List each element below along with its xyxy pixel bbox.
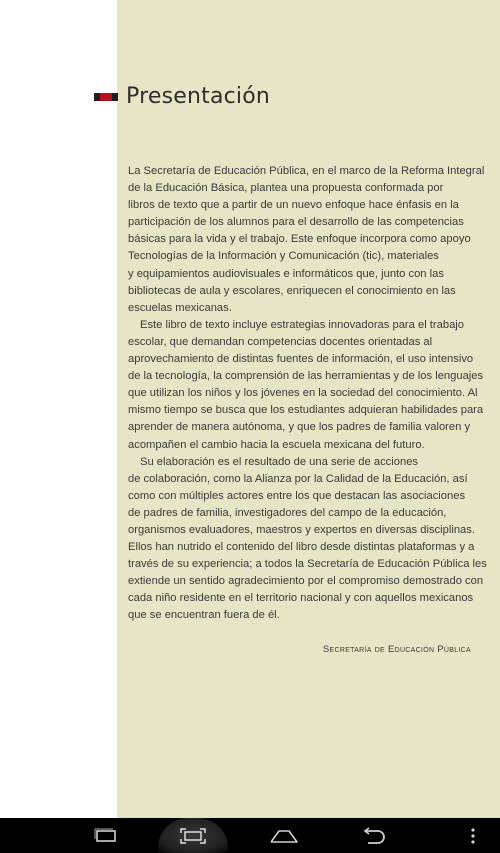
paragraph-2 <box>128 317 484 454</box>
section-heading <box>94 84 270 109</box>
home-button[interactable] <box>249 818 319 853</box>
text-line: básicas para la vida y el trabajo. Este enfoque incorpora como apoyo <box>128 233 471 246</box>
text-line: Ellos han nutrido el contenido del libro desde distintas plataformas y a <box>128 541 475 554</box>
text-line: aprovechamiento de distintas fuentes de información, el uso intensivo <box>128 353 474 366</box>
text-line: través de su experiencia; a todos la Secretaría de Educación Pública les <box>128 558 487 571</box>
text-line: escolar, que demandan competencias docentes orientadas al <box>128 335 433 348</box>
fullscreen-button[interactable] <box>158 818 228 853</box>
text-line: de la Educación Básica, plantea una propuesta conformada por <box>128 182 444 195</box>
text-line: de padres de familia, investigadores del campo de la educación, <box>128 506 447 519</box>
text-line: que utilizan los niños y los jóvenes en la sociedad del conocimiento. Al <box>128 387 478 400</box>
text-line: Tecnologías de la Información y Comunicación (tic), materiales <box>128 250 439 263</box>
page-title: Presentación <box>126 84 271 109</box>
text-line: que se encuentran fuera de él. <box>128 609 280 622</box>
text-line: bibliotecas de aula y escolares, enriquecen el conocimiento en las <box>128 284 456 297</box>
text-line: extiende un sentido agradecimiento por el compromiso demostrado con <box>128 575 484 588</box>
paragraph-3 <box>128 454 487 625</box>
text-line: cada niño residente en el territorio nacional y con aquellos mexicanos <box>128 592 474 605</box>
recent-apps-icon <box>93 828 119 844</box>
text-line: de colaboración, como la Alianza por la Calidad de la Educación, así <box>128 472 468 485</box>
text-line: organismos evaluadores, maestros y expertos en diversas disciplinas. <box>128 523 475 536</box>
text-line: libros de texto que a partir de un nuevo enfoque hace énfasis en la <box>128 199 459 212</box>
home-icon <box>269 828 299 844</box>
text-line: como con múltiples actores entre los que destacan las asociaciones <box>128 489 466 502</box>
overflow-menu-button[interactable] <box>446 818 500 853</box>
text-line: Este libro de texto incluye estrategias innovadoras para el trabajo <box>140 318 465 331</box>
system-navigation-bar <box>0 818 500 853</box>
text-line: escuelas mexicanas. <box>128 301 232 314</box>
text-line: y equipamientos audiovisuales e informáticos que, junto con las <box>128 267 444 280</box>
page-left-margin <box>0 0 117 818</box>
text-line: mismo tiempo se busca que los estudiantes adquieran habilidades para <box>128 404 484 417</box>
text-line: La Secretaría de Educación Pública, en el marco de la Reforma Integral <box>128 165 485 177</box>
text-line: Su elaboración es el resultado de una serie de acciones <box>140 455 419 468</box>
overflow-menu-icon <box>470 827 476 845</box>
back-button[interactable] <box>337 818 407 853</box>
recent-apps-button[interactable] <box>71 818 141 853</box>
text-line: acompañen el cambio hacia la escuela mexicana del futuro. <box>128 438 425 451</box>
fullscreen-icon <box>179 828 207 844</box>
text-line: participación de los alumnos para el desarrollo de las competencias <box>128 216 464 229</box>
heading-marker <box>94 93 118 101</box>
text-line: aprender de manera autónoma, y que los padres de familia valoren y <box>128 421 471 434</box>
body-text <box>128 163 487 625</box>
text-line: de la tecnología, la comprensión de las herramientas y de los lenguajes <box>128 370 484 383</box>
back-icon <box>358 827 386 845</box>
signature: Secretaría de Educación Pública <box>322 644 471 655</box>
paragraph-1 <box>128 163 485 317</box>
